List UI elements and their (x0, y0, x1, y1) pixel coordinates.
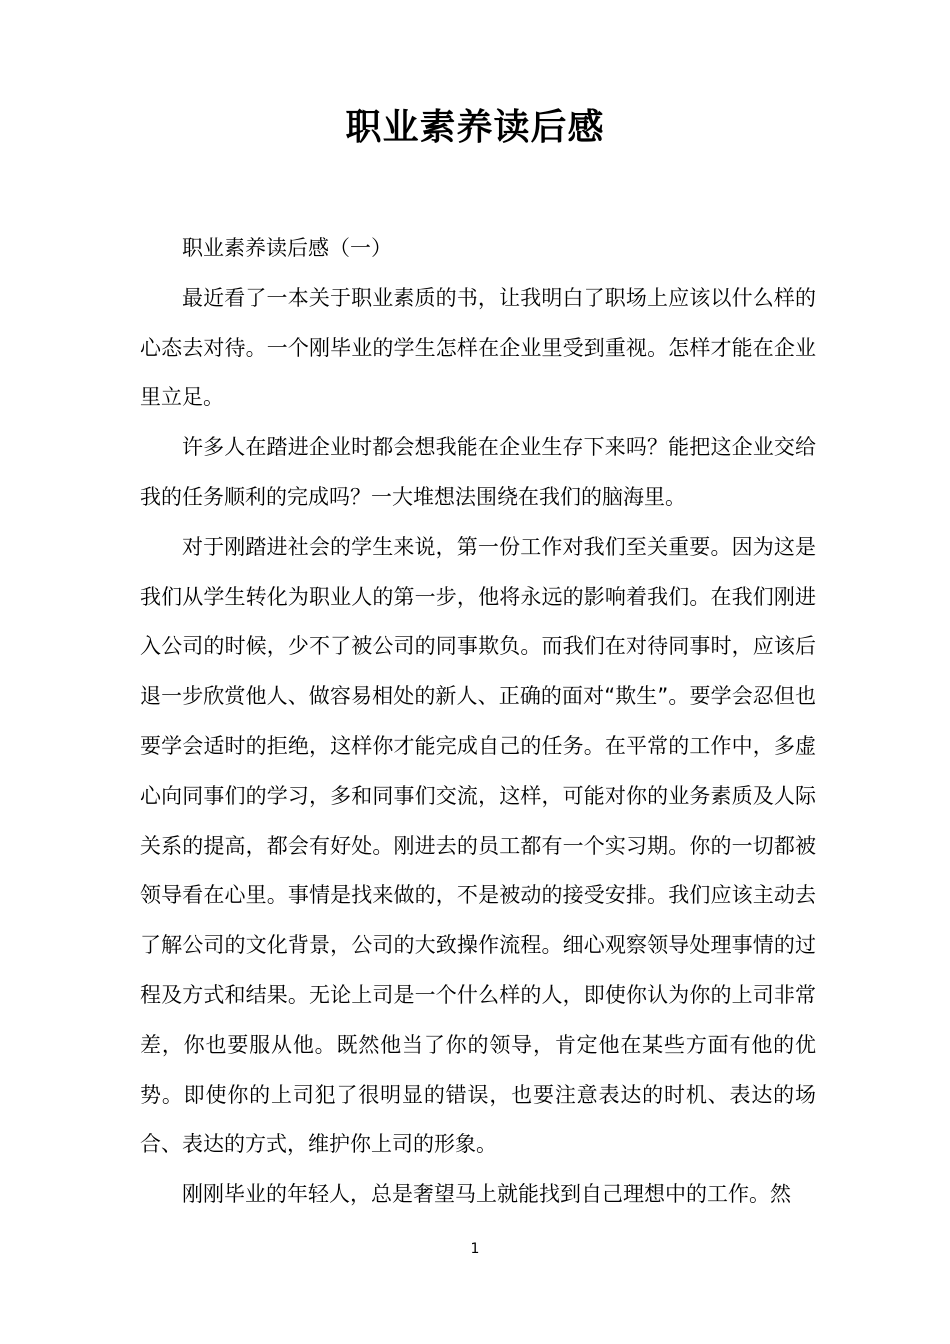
paragraph: 许多人在踏进企业时都会想我能在企业生存下来吗？能把这企业交给我的任务顺利的完成吗？一大堆想法围绕在我们的脑海里。 (140, 435, 816, 509)
document-title: 职业素养读后感 (345, 107, 605, 148)
paragraph: 刚刚毕业的年轻人，总是奢望马上就能找到自己理想中的工作。然 (182, 1182, 791, 1207)
page-number: 1 (470, 1241, 480, 1257)
paragraph: 对于刚踏进社会的学生来说，第一份工作对我们至关重要。因为这是我们从学生转化为职业人的第一步，他将永远的影响着我们。在我们刚进入公司的时候，少不了被公司的同事欺负。而我们在对待同事时，应该后退一步欣赏他人、做容易相处的新人、正确的面对“欺生”。要学会忍但也要学会适时的拒绝，这样你才能完成自己的任务。在平常的工作中，多虚心向同事们的学习，多和同事们交流，这样，可能对你的业务素质及人际关系的提高，都会有好处。刚进去的员工都有一个实习期。你的一切都被领导看在心里。事情是找来做的，不是被动的接受安排。我们应该主动去了解公司的文化背景，公司的大致操作流程。细心观察领导处理事情的过程及方式和结果。无论上司是一个什么样的人，即使你认为你的上司非常差，你也要服从他。既然他当了你的领导，肯定他在某些方面有他的优势。即使你的上司犯了很明显的错误，也要注意表达的时机、表达的场合、表达的方式，维护你上司的形象。 (140, 534, 816, 1157)
section-heading: 职业素养读后感（一） (182, 236, 392, 260)
paragraph: 最近看了一本关于职业素质的书，让我明白了职场上应该以什么样的心态去对待。一个刚毕业的学生怎样在企业里受到重视。怎样才能在企业里立足。 (140, 285, 816, 410)
document-body (140, 224, 816, 1220)
